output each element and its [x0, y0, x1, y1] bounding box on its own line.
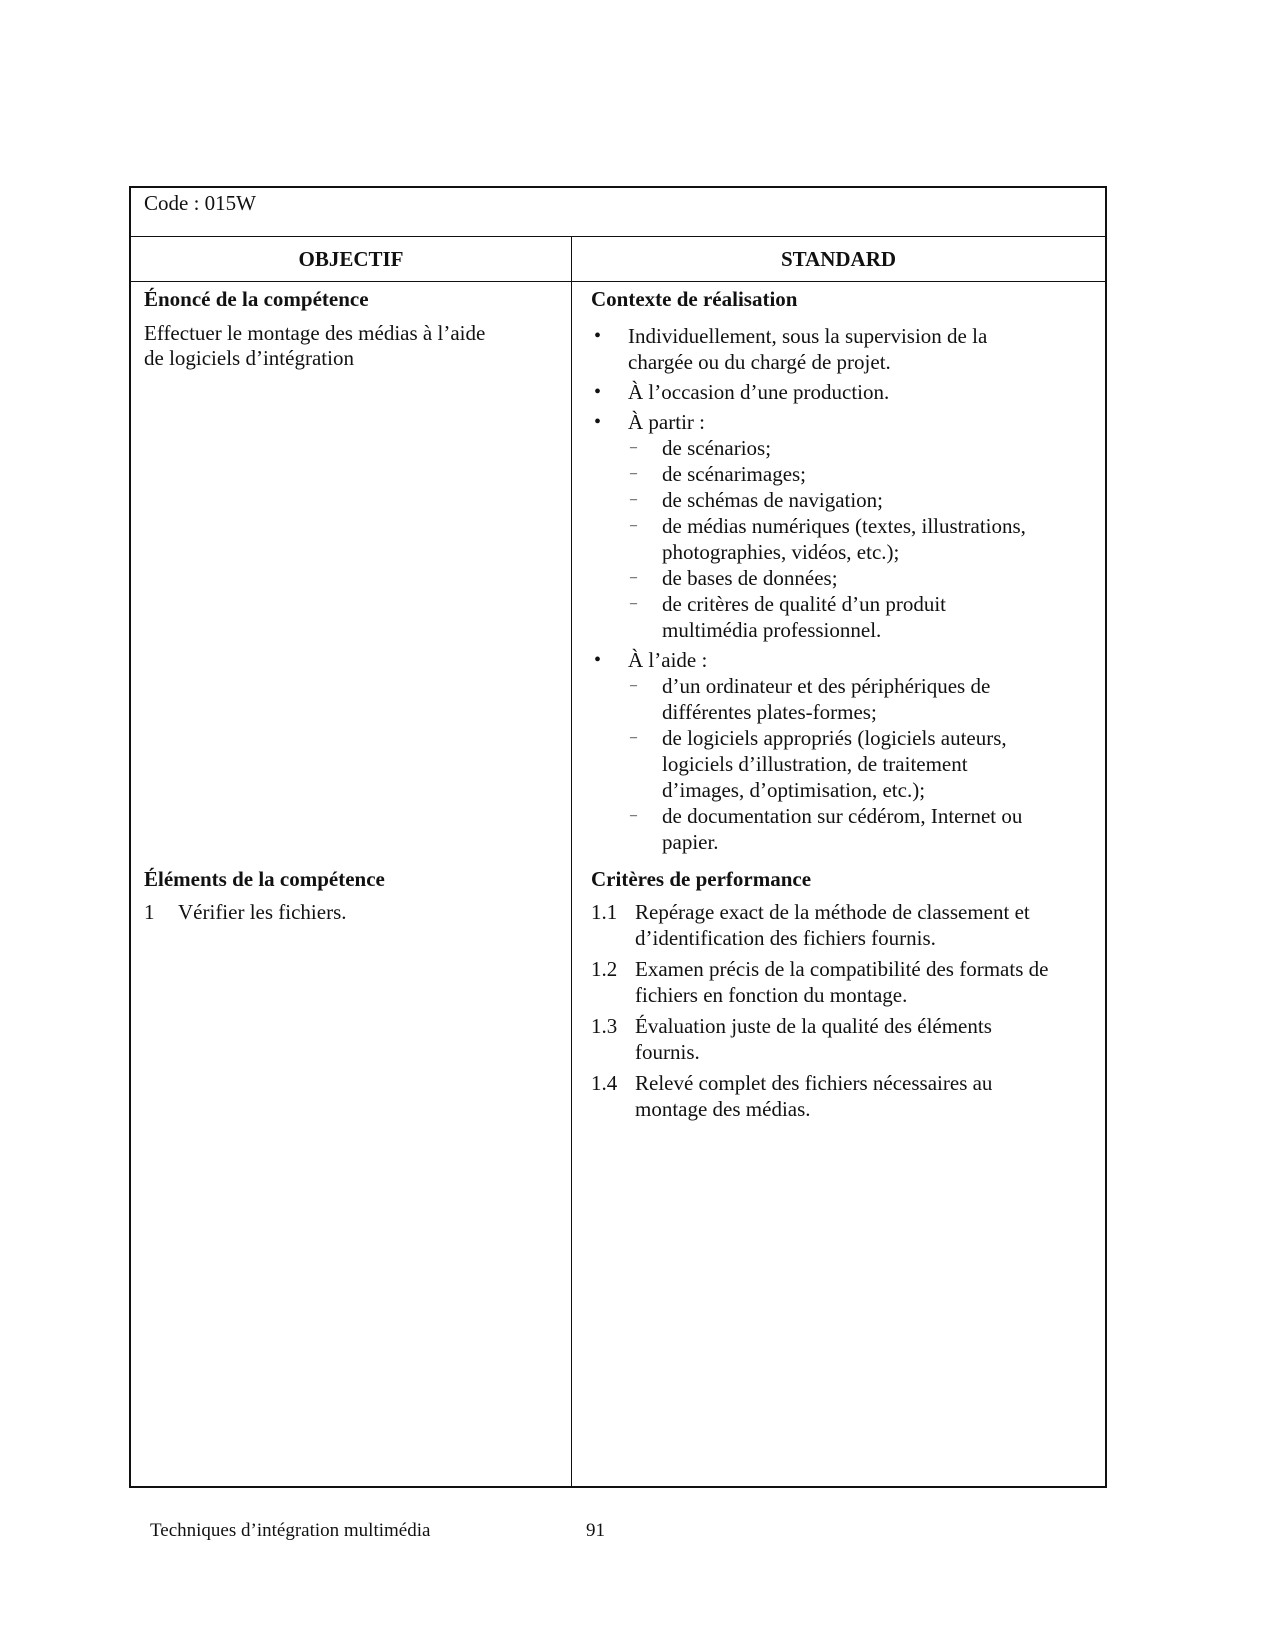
- line-text: À partir :: [628, 410, 705, 434]
- line-text: Relevé complet des fichiers nécessaires au: [635, 1071, 993, 1095]
- line-text: de critères de qualité d’un produit: [662, 592, 946, 616]
- line-text: de scénarios;: [662, 436, 772, 460]
- critere-number: 1.1: [591, 900, 618, 924]
- line-text: d’un ordinateur et des périphériques de: [662, 674, 991, 698]
- bullet-icon: •: [594, 381, 602, 403]
- dash-icon: –: [630, 518, 637, 533]
- line-text: À l’aide :: [628, 648, 708, 672]
- footer-page-number: 91: [586, 1520, 605, 1541]
- contexte-item: [591, 647, 1096, 673]
- contexte-subitem: [591, 803, 1096, 855]
- line-text: Individuellement, sous la supervision de la: [628, 324, 988, 348]
- critere-item: [591, 899, 1096, 951]
- footer-program: Techniques d’intégration multimédia: [150, 1520, 431, 1541]
- dash-icon: –: [630, 730, 637, 745]
- critere-item: [591, 956, 1096, 1008]
- contexte-subitem: [591, 725, 1096, 803]
- contexte-subitem: [591, 461, 1096, 487]
- bullet-icon: •: [594, 649, 602, 671]
- contexte-item: [591, 409, 1096, 435]
- line-text: d’identification des fichiers fournis.: [635, 926, 936, 950]
- line-text: de scénarimages;: [662, 462, 807, 486]
- line-text: fichiers en fonction du montage.: [635, 983, 908, 1007]
- line-text: photographies, vidéos, etc.);: [662, 540, 900, 564]
- contexte-list: [591, 323, 1096, 859]
- line-text: de logiciels appropriés (logiciels auteurs,: [662, 726, 1007, 750]
- bullet-icon: •: [594, 411, 602, 433]
- criteres-list: [591, 899, 1096, 1127]
- dash-icon: –: [630, 596, 637, 611]
- contexte-subitem: [591, 591, 1096, 643]
- contexte-item: [591, 323, 1096, 375]
- code-row: [131, 188, 1105, 237]
- contexte-subitem: [591, 435, 1096, 461]
- line-text: Repérage exact de la méthode de classement et: [635, 900, 1030, 924]
- critere-item: [591, 1070, 1096, 1122]
- line-text: de bases de données;: [662, 566, 838, 590]
- line-text: différentes plates-formes;: [662, 700, 877, 724]
- contexte-subitem: [591, 673, 1096, 725]
- critere-number: 1.3: [591, 1014, 618, 1038]
- line-text: montage des médias.: [635, 1097, 811, 1121]
- header-row: [131, 237, 1105, 282]
- line-text: de documentation sur cédérom, Internet ou: [662, 804, 1023, 828]
- critere-number: 1.2: [591, 957, 618, 981]
- line-text: papier.: [662, 830, 719, 854]
- line-text: Examen précis de la compatibilité des formats de: [635, 957, 1049, 981]
- line-text: multimédia professionnel.: [662, 618, 882, 642]
- column-divider: [571, 237, 572, 1486]
- line-text: de schémas de navigation;: [662, 488, 884, 512]
- contexte-title: Contexte de réalisation: [591, 287, 798, 311]
- enonce-line-1: Effectuer le montage des médias à l’aide: [144, 321, 486, 345]
- enonce-title: Énoncé de la compétence: [144, 287, 369, 311]
- code-label: Code : 015W: [144, 191, 256, 215]
- standard-column: [591, 282, 1096, 1486]
- criteres-title: Critères de performance: [591, 867, 812, 891]
- contexte-subitem: [591, 487, 1096, 513]
- elements-title: Éléments de la compétence: [144, 867, 385, 891]
- dash-icon: –: [630, 678, 637, 693]
- objectif-column: [144, 282, 564, 1486]
- dash-icon: –: [630, 466, 637, 481]
- line-text: fournis.: [635, 1040, 700, 1064]
- element-text: Vérifier les fichiers.: [178, 900, 347, 924]
- bullet-icon: •: [594, 325, 602, 347]
- enonce-line-2: de logiciels d’intégration: [144, 346, 354, 370]
- contexte-subitem: [591, 565, 1096, 591]
- line-text: Évaluation juste de la qualité des éléments: [635, 1014, 992, 1038]
- dash-icon: –: [630, 440, 637, 455]
- objectif-header: OBJECTIF: [298, 247, 404, 271]
- element-item: [144, 899, 347, 925]
- line-text: d’images, d’optimisation, etc.);: [662, 778, 926, 802]
- dash-icon: –: [630, 808, 637, 823]
- line-text: À l’occasion d’une production.: [628, 380, 890, 404]
- critere-item: [591, 1013, 1096, 1065]
- critere-number: 1.4: [591, 1071, 618, 1095]
- standard-header: STANDARD: [780, 247, 897, 271]
- line-text: de médias numériques (textes, illustrations,: [662, 514, 1026, 538]
- line-text: logiciels d’illustration, de traitement: [662, 752, 968, 776]
- competency-table: [129, 186, 1107, 1488]
- line-text: chargée ou du chargé de projet.: [628, 350, 891, 374]
- dash-icon: –: [630, 570, 637, 585]
- dash-icon: –: [630, 492, 637, 507]
- contexte-subitem: [591, 513, 1096, 565]
- contexte-item: [591, 379, 1096, 405]
- element-number: 1: [144, 900, 155, 924]
